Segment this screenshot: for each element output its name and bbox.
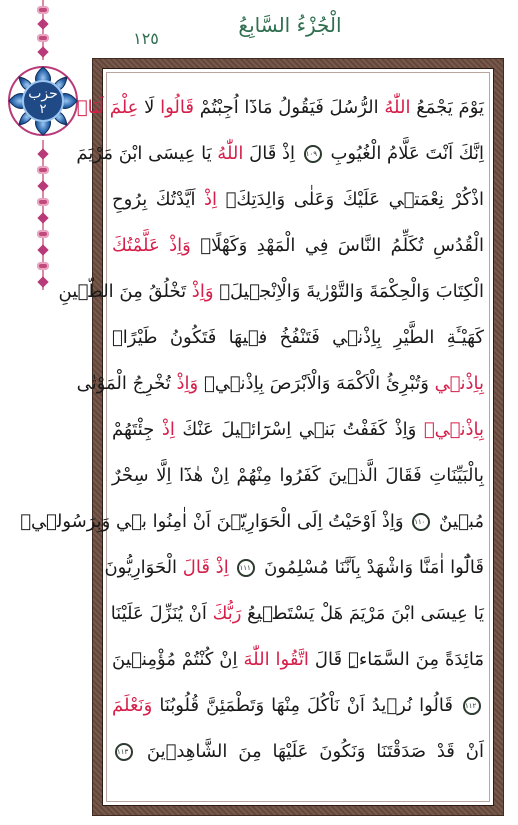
highlighted-phrase: قَالُوا (160, 97, 194, 118)
text-line (76, 86, 484, 130)
highlighted-phrase: اِذْ قَالَ (182, 557, 235, 578)
ayah-number-marker: ١٠٩ (304, 145, 322, 163)
verse-text: كَهَيْـَٔةِ الطَّيْرِ بِاِذْنٖي فَتَنْفُخُ فٖيهَا فَتَكُونُ طَيْرًاۢ (112, 327, 484, 348)
verse-text: الرُّسُلَ فَيَقُولُ مَاذَٓا اُجِبْتُمْ (194, 97, 385, 118)
verse-text: اِنْ كُنْتُمْ مُؤْمِنٖينَ (112, 649, 244, 670)
text-line (112, 592, 484, 636)
verse-text: يَا عِيسَى ابْنَ مَرْيَمَ (76, 143, 218, 164)
highlighted-phrase: رَبُّكَ (212, 603, 242, 624)
highlighted-phrase: اللّٰهُ (217, 143, 244, 164)
ayah-number-marker: ١١٣ (115, 743, 133, 761)
verse-text: قَالُوا نُرٖيدُ اَنْ نَاْكُلَ مِنْهَا وَتَطْمَئِنَّ قُلُوبُنَا (152, 695, 460, 716)
text-line (20, 500, 484, 544)
text-line (112, 178, 484, 222)
text-line (58, 270, 484, 314)
hizb-number: ٢ (39, 102, 47, 117)
hizb-label: حزب (28, 86, 58, 102)
text-line (112, 316, 484, 360)
verse-text: اَيَّدْتُكَ بِرُوحِ (112, 189, 205, 210)
text-line (76, 362, 484, 406)
verse-text: وَاِذْ كَفَفْتُ بَنٖي اِسْرَٓائٖيلَ عَنْكَ (174, 419, 424, 440)
ornament-bead (37, 198, 49, 206)
verse-text: تَخْلُقُ مِنَ الطّٖينِ (58, 281, 192, 302)
highlighted-phrase: وَاِذْ (191, 281, 214, 302)
verse-text: يَا عِيسَى ابْنَ مَرْيَمَ هَلْ يَسْتَطٖيعُ (241, 603, 484, 624)
verse-text: اذْكُرْ نِعْمَتٖي عَلَيْكَ وَعَلٰى وَالِدَتِكَۢ (217, 189, 484, 210)
highlighted-phrase: اِذْ (204, 189, 218, 210)
verse-text: جِئْتَهُمْ (112, 419, 162, 440)
highlighted-phrase: وَنَعْلَمَ (112, 695, 153, 716)
highlighted-phrase: بِاِذْنٖي (434, 373, 484, 394)
ornament-diamond (37, 148, 48, 159)
ornament-bead (37, 166, 49, 174)
margin-ornament (0, 0, 86, 300)
verse-text: الْحَوَارِيُّونَ (104, 557, 183, 578)
text-line (112, 224, 484, 268)
ayah-number-marker: ١١١ (237, 559, 255, 577)
verse-text: الْقُدُسِ تُكَلِّمُ النَّاسَ فِي الْمَهْدِ وَكَهْلًاۚ (190, 235, 484, 256)
verse-text: اِذْ قَالَ (243, 143, 301, 164)
verse-text: اِنَّكَ اَنْتَ عَلَّامُ الْغُيُوبِ (324, 143, 484, 164)
text-line (76, 132, 484, 176)
text-line (112, 454, 484, 498)
ornament-diamond (37, 244, 48, 255)
juz-title: الْجُزْءُ السَّابِعُ (238, 13, 342, 37)
verse-text: لَا (138, 97, 161, 118)
verse-text: تُخْرِجُ الْمَوْتٰى (76, 373, 177, 394)
ornament-diamond (37, 212, 48, 223)
verse-text: اَنْ قَدْ صَدَقْتَنَا وَنَكُونَ عَلَيْهَا مِنَ الشَّاهِدٖينَ (136, 741, 484, 762)
ayah-number-marker: ١١٠ (412, 513, 430, 531)
hizb-badge (22, 80, 64, 122)
text-line (112, 730, 484, 774)
ornament-diamond (37, 18, 48, 29)
text-line (112, 684, 484, 728)
ornament-bead (37, 230, 49, 238)
highlighted-phrase: وَاِذْ عَلَّمْتُكَ (112, 235, 191, 256)
verse-text: بِالْبَيِّنَاتِ فَقَالَ الَّذٖينَ كَفَرُوا مِنْهُمْ اِنْ هٰذَٓا اِلَّا سِحْرٌ (112, 465, 484, 486)
verse-text: مُبٖينٌ (433, 511, 484, 532)
verse-text: قَالُٓوا اٰمَنَّا وَاشْهَدْ بِاَنَّنَا مُسْلِمُونَ (258, 557, 484, 578)
verse-text: وَاِذْ اَوْحَيْتُ اِلَى الْحَوَارِيّٖنَ اَنْ اٰمِنُوا بٖي وَبِرَسُولٖيۚ (20, 511, 410, 532)
ornament-diamond (37, 46, 48, 57)
ornament-bead (37, 262, 49, 270)
verse-text: الْكِتَابَ وَالْحِكْمَةَ وَالتَّوْرٰيةَ وَالْاِنْجٖيلَۚ (213, 281, 484, 302)
highlighted-phrase: اللّٰهُ (384, 97, 411, 118)
ornament-bead (37, 6, 49, 14)
ornament-bead (37, 34, 49, 42)
verse-text: مَٓائِدَةً مِنَ السَّمَٓاءِۜ قَالَ (308, 649, 484, 670)
text-line (104, 546, 484, 590)
highlighted-phrase: اِذْ (161, 419, 175, 440)
ornament-diamond (37, 180, 48, 191)
verse-text: اَنْ يُنَزِّلَ عَلَيْنَا (110, 603, 213, 624)
highlighted-phrase: وَاِذْ (176, 373, 199, 394)
page-number: ١٢٥ (133, 29, 159, 48)
text-line (112, 408, 484, 452)
ayah-number-marker: ١١٢ (463, 697, 481, 715)
verse-text: وَتُبْرِئُ الْاَكْمَهَ وَالْاَبْرَصَ بِاِذْنٖيۚ (198, 373, 435, 394)
hizb-medallion (4, 62, 82, 140)
highlighted-phrase: بِاِذْنٖيۚ (423, 419, 484, 440)
text-line (112, 638, 484, 682)
verse-text: يَوْمَ يَجْمَعُ (410, 97, 484, 118)
highlighted-phrase: اتَّقُوا اللّٰهَ (243, 649, 309, 670)
ornament-diamond (37, 276, 48, 287)
highlighted-phrase: عِلْمَ لَنَاۜ (76, 97, 139, 118)
